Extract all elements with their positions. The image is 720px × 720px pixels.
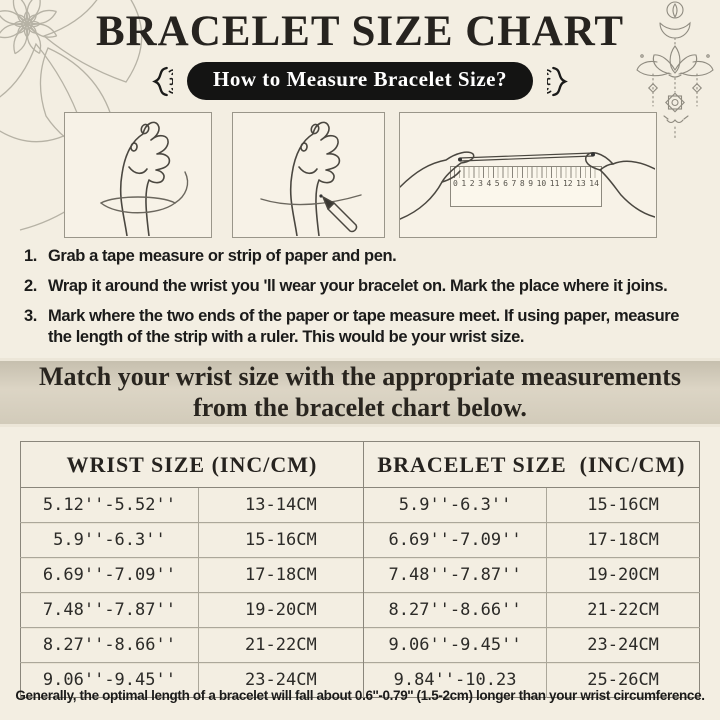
wrist-cm-cell: 17-18CM [198,558,363,593]
bracelet-cm-cell: 17-18CM [547,523,700,558]
wrist-inches-cell: 7.48''-7.87'' [21,593,199,628]
bracelet-size-table [20,441,700,698]
table-row [21,593,700,628]
fist-with-pen-icon [233,113,383,236]
illustration-box-ruler-measure [399,112,657,238]
instruction-list [24,246,702,357]
step-text: Mark where the two ends of the paper or tape measure meet. If using paper, measure the length of the strip with a ruler. This would be your wrist size. [48,306,680,347]
left-squiggle-icon [146,63,173,100]
instruction-step-2 [24,276,702,298]
table-row [21,558,700,593]
bracelet-size-header: BRACELET SIZE (INC/CM) [363,442,699,488]
bracelet-inches-cell: 7.48''-7.87'' [363,558,546,593]
wrist-cm-cell: 13-14CM [198,488,363,523]
wrist-size-header: WRIST SIZE (INC/CM) [21,442,364,488]
fist-with-tape-icon [65,113,210,236]
wrist-cm-cell: 19-20CM [198,593,363,628]
bracelet-cm-cell: 15-16CM [587,495,659,515]
instruction-step-3 [24,306,702,350]
table-row [21,523,700,558]
wrist-inches-cell: 5.12''-5.52'' [21,488,199,523]
table-header-row [21,442,700,488]
hands-measuring-strip-icon [400,113,655,236]
bracelet-cm-cell: 25-26CM [547,663,700,698]
footer-note: Generally, the optimal length of a bracelet will fall about 0.6''-0.79'' (1.5-2cm) longer than your wrist circumference. [15,688,705,703]
step-number: 1. [24,247,37,265]
bracelet-inches-cell: 6.69''-7.09'' [363,523,546,558]
wrist-inches-cell: 9.06''-9.45'' [21,663,199,698]
wrist-inches-cell: 8.27''-8.66'' [21,628,199,663]
bracelet-inches-cell: 8.27''-8.66'' [363,593,546,628]
bracelet-inches-cell: 5.9''-6.3'' [363,488,546,523]
badge-row [0,62,720,100]
step-number: 3. [24,306,37,325]
banner-line-2: from the bracelet chart below. [193,392,527,422]
match-size-banner [0,358,720,427]
wrist-cm-cell: 15-16CM [198,523,363,558]
wrist-cm-cell: 21-22CM [198,628,363,663]
right-squiggle-icon [547,63,574,100]
step-text: Grab a tape measure or strip of paper and pen. [48,247,397,265]
ruler-numbers: 0 1 2 3 4 5 6 7 8 9 10 11 12 13 14 [453,179,599,188]
banner-line-1: Match your wrist size with the appropriate measurements [39,361,681,391]
bracelet-cm-cell: 23-24CM [547,628,700,663]
table-row [21,628,700,663]
bracelet-cm-cell: 19-20CM [547,558,700,593]
page-title: BRACELET SIZE CHART [95,8,625,55]
wrist-inches-cell: 5.9''-6.3'' [21,523,199,558]
bracelet-cm-cell: 21-22CM [547,593,700,628]
instruction-step-1 [24,246,702,268]
bracelet-inches-cell: 9.06''-9.45'' [363,628,546,663]
illustration-box-tape-wrap [64,112,212,238]
how-to-measure-badge: How to Measure Bracelet Size? [187,62,533,100]
table-row [21,488,700,523]
step-number: 2. [24,276,37,295]
wrist-cm-cell: 23-24CM [198,663,363,698]
wrist-inches-cell: 6.69''-7.09'' [21,558,199,593]
bracelet-inches-cell: 9.84''-10.23 [363,663,546,698]
step-text: Wrap it around the wrist you 'll wear your bracelet on. Mark the place where it joins. [48,276,668,295]
illustration-box-pen-mark [232,112,385,238]
